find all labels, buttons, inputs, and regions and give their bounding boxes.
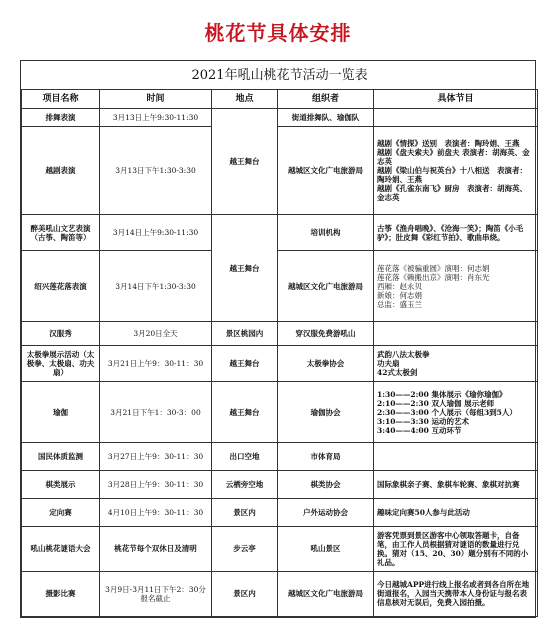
event-details: 今日越城APP进行线上报名或者到各自所在地街道报名，入园当天携带本人身份证与报名表信息核对无误后，免费入园拍摄。 [374, 571, 538, 616]
event-name: 醉美吼山文艺表演（古筝、陶笛等） [22, 214, 100, 251]
event-name: 瑜伽 [22, 382, 100, 442]
event-time: 3月13日上午9:30-11:30 [100, 109, 212, 126]
event-time: 3月21日上午9：30-11：30 [100, 345, 212, 382]
detail-line: 功夫扇 [377, 359, 400, 369]
event-details [374, 442, 538, 470]
event-organizer: 太极拳协会 [278, 345, 374, 382]
event-venue: 景区内 [212, 571, 278, 616]
table-row [22, 345, 538, 382]
table-row [22, 214, 538, 251]
event-name: 吼山桃花谜语大会 [22, 526, 100, 571]
detail-line: 莲花落《赖搬出京》演唱：肖东光 [377, 272, 490, 282]
event-name: 国民体质监测 [22, 442, 100, 470]
event-venue: 景区桃园内 [212, 322, 278, 346]
event-venue: 越王舞台 [212, 345, 278, 382]
event-name: 太极拳展示活动（太极拳、太极扇、功夫扇） [22, 345, 100, 382]
detail-line: 3:40——4:00 互动环节 [377, 425, 462, 435]
event-time: 3月14日上午9:30-11:30 [100, 214, 212, 251]
detail-line: 总监：盛玉兰 [377, 299, 422, 309]
table-row [22, 442, 538, 470]
table-row [22, 109, 538, 126]
schedule-sheet [20, 60, 536, 618]
event-organizer: 户外运动协会 [278, 498, 374, 526]
detail-line: 西厢：赵永贝 [377, 281, 422, 291]
table-row [22, 571, 538, 616]
event-details: 国际象棋亲子赛、象棋车轮赛、象棋对抗赛 [374, 470, 538, 498]
event-organizer: 街道排舞队、瑜伽队 [278, 109, 374, 126]
event-venue: 越王舞台 [212, 382, 278, 442]
header-time: 时间 [100, 90, 212, 109]
header-name: 项目名称 [22, 90, 100, 109]
event-name: 越剧表演 [22, 126, 100, 214]
event-details [374, 251, 538, 322]
detail-line: 越剧《情探》送别 表演者：陶玲娟、王燕 [377, 138, 520, 148]
table-row [22, 470, 538, 498]
table-row [22, 382, 538, 442]
table-row [22, 322, 538, 346]
event-name: 定向赛 [22, 498, 100, 526]
event-venue: 出口空地 [212, 442, 278, 470]
event-details [374, 109, 538, 126]
header-venue: 地点 [212, 90, 278, 109]
event-organizer: 瑜伽协会 [278, 382, 374, 442]
event-time: 3月21日下午1：30-3：00 [100, 382, 212, 442]
event-organizer: 市体育局 [278, 442, 374, 470]
event-name: 排舞表演 [22, 109, 100, 126]
event-organizer: 穿汉服免费游吼山 [278, 322, 374, 346]
event-organizer: 越城区文化广电旅游局 [278, 571, 374, 616]
detail-line: 越剧《孔雀东南飞》厨房 表演者：胡海英、金志英 [377, 183, 527, 202]
event-organizer: 培训机构 [278, 214, 374, 251]
event-time: 3月28日上午9：30-11：30 [100, 470, 212, 498]
event-details: 游客凭票到景区游客中心领取答题卡，自备笔，由工作人员根据猜对谜语的数量进行兑换。猜对（15、20、30）题分别有不同的小礼品。 [374, 526, 538, 571]
event-organizer: 越城区文化广电旅游局 [278, 251, 374, 322]
event-details: 古筝《渔舟唱晚》、《沧海一笑》；陶笛《小毛驴》；肚皮舞《彩红节拍》、歌曲串烧。 [374, 214, 538, 251]
table-caption: 2021年吼山桃花节活动一览表 [22, 61, 538, 90]
event-venue: 步云亭 [212, 526, 278, 571]
event-time: 3月14日下午1:30-3:30 [100, 251, 212, 322]
event-details: 趣味定向赛50人参与此活动 [374, 498, 538, 526]
table-row [22, 251, 538, 322]
table-row [22, 126, 538, 214]
detail-line: 越剧《梁山伯与祝英台》十八相送 表演者：陶玲娟、王燕 [377, 165, 527, 184]
event-details [374, 382, 538, 442]
detail-line: 3:10——3:30 运动的艺术 [377, 416, 469, 426]
event-time: 4月10日上午9：30-11：30 [100, 498, 212, 526]
header-organizer: 组织者 [278, 90, 374, 109]
detail-line: 2:30——3:00 个人展示（每组3到5人） [377, 407, 517, 417]
event-name: 摄影比赛 [22, 571, 100, 616]
detail-line: 越剧《盘夫索夫》前盘夫 表演者：胡海英、金志英 [377, 147, 530, 166]
event-name: 绍兴莲花落表演 [22, 251, 100, 322]
event-name: 棋类展示 [22, 470, 100, 498]
table-row [22, 526, 538, 571]
event-organizer: 吼山景区 [278, 526, 374, 571]
event-name: 汉服秀 [22, 322, 100, 346]
page-headline: 桃花节具体安排 [204, 21, 352, 45]
event-details [374, 126, 538, 214]
table-header-row [22, 90, 538, 109]
detail-line: 武韵八法太极拳 [377, 350, 430, 360]
event-time: 3月27日上午9：30-11：30 [100, 442, 212, 470]
event-details [374, 345, 538, 382]
detail-line: 2:10——2:30 双人瑜伽 展示老师 [377, 398, 495, 408]
event-venue: 景区内 [212, 498, 278, 526]
event-time: 桃花节每个双休日及清明 [100, 526, 212, 571]
detail-line: 42式太极剑 [377, 368, 418, 378]
event-time: 3月20日全天 [100, 322, 212, 346]
event-organizer: 棋类协会 [278, 470, 374, 498]
schedule-table [21, 61, 538, 617]
table-row [22, 498, 538, 526]
detail-line: 莲花落《被骗重圆》演唱：何志娟 [377, 263, 490, 273]
event-time: 3月9日-3月11日下午2：30分报名截止 [100, 571, 212, 616]
event-details [374, 322, 538, 346]
event-venue: 云栖旁空地 [212, 470, 278, 498]
detail-line: 1:30——2:00 集体展示《瑜你瑜伽》 [377, 389, 507, 399]
header-details: 具体节目 [374, 90, 538, 109]
detail-line: 新娘：何志娟 [377, 290, 422, 300]
event-venue: 越王舞台 [212, 214, 278, 322]
event-organizer: 越城区文化广电旅游局 [278, 126, 374, 214]
event-time: 3月13日下午1:30-3:30 [100, 126, 212, 214]
event-venue: 越王舞台 [212, 109, 278, 214]
